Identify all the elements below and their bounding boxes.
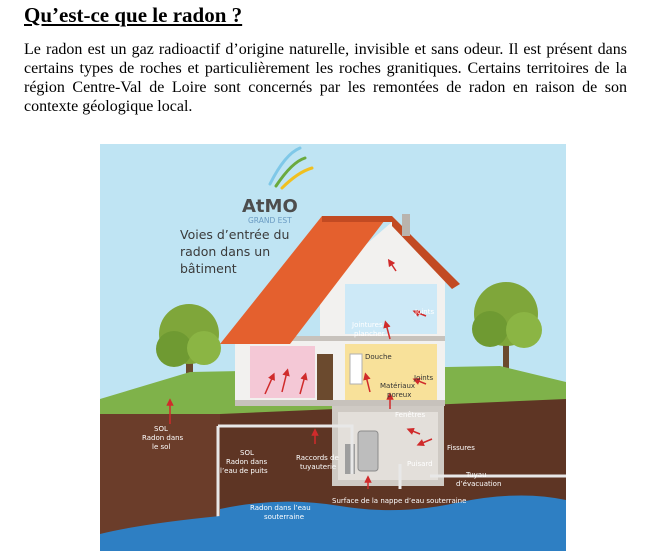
label-douche: Douche	[365, 353, 392, 361]
label-sol2-1: SOL	[240, 449, 254, 457]
infographic-title-line-3: bâtiment	[180, 261, 237, 276]
logo-subtitle: GRAND EST	[248, 216, 292, 225]
label-raccords-1: Raccords de	[296, 454, 339, 462]
water-heater	[358, 431, 378, 471]
label-sol1-1: SOL	[154, 425, 168, 433]
label-sol1-2: Radon dans	[142, 434, 184, 442]
label-sol1-3: le sol	[152, 443, 171, 451]
label-sol2-2: Radon dans	[226, 458, 268, 466]
infographic-title-line-1: Voies d’entrée du	[180, 227, 290, 242]
intro-paragraph: Le radon est un gaz radioactif d’origine naturelle, invisible et sans odeur. Il est présent dans certains types de roches et particulièrement les roches granitiques. Certains territoires de la région Centre-Val de Loire sont concernés par les remontées de radon en raison de son contexte géologique local.	[24, 41, 627, 115]
label-jointures-1: Jointures	[352, 321, 383, 329]
label-tuyau-2: d’évacuation	[456, 480, 502, 488]
label-nappe: Surface de la nappe d’eau souterraine	[332, 497, 467, 505]
logo-name: AtMO	[242, 196, 298, 217]
house-door	[317, 354, 333, 400]
label-materiaux-1: Matériaux	[380, 382, 416, 390]
label-radon-eau-1: Radon dans l’eau	[250, 504, 311, 512]
label-jointures-2: plancher	[354, 330, 385, 338]
chimney	[402, 214, 410, 236]
label-joints-top: Joints	[415, 308, 435, 316]
infographic-title-line-2: radon dans un	[180, 244, 271, 259]
radon-infographic	[100, 144, 566, 551]
label-sol2-3: l’eau de puits	[220, 467, 268, 475]
label-puisard: Puisard	[407, 460, 433, 468]
label-fenetres: Fenêtres	[395, 411, 426, 419]
label-joints-mid: Joints	[414, 374, 434, 382]
label-raccords-2: tuyauterie	[300, 463, 337, 471]
label-fissures: Fissures	[447, 444, 475, 452]
page-title: Qu’est-ce que le radon ?	[24, 3, 243, 27]
label-materiaux-2: poreux	[387, 391, 412, 399]
label-tuyau-1: Tuyau	[466, 471, 487, 479]
label-radon-eau-2: souterraine	[264, 513, 305, 521]
